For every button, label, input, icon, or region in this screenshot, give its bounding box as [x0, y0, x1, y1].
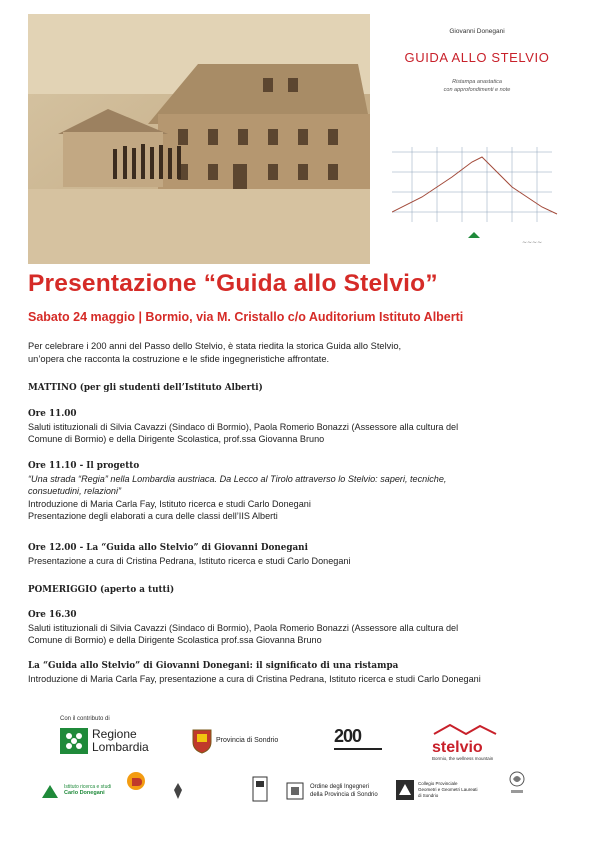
duecento-label: 200	[334, 726, 362, 746]
book-cover	[382, 14, 572, 264]
slot-line: Saluti istituzionali di Silvia Cavazzi (Sindaco di Bormio), Paola Romerio Bonazzi (Assessore alla cultura del	[28, 622, 459, 633]
societa-logo	[508, 770, 526, 801]
cover-subtitle	[382, 78, 572, 94]
istituto-label: Istituto ricerca e studi	[64, 784, 112, 790]
slot-time: Ore 11.00	[28, 409, 77, 419]
cover-subtitle-line1: Ristampa anastatica	[452, 79, 502, 85]
iis-alberti-logo	[172, 782, 184, 805]
stelvio-bormio-logo	[432, 722, 498, 761]
intro-line: un’opera che racconta la costruzione e le sfide ingegneristiche affrontate.	[28, 354, 330, 364]
lombardia-label: Lombardia	[92, 740, 149, 754]
afternoon-section-title	[28, 584, 573, 597]
slot-line: Comune di Bormio) e della Dirigente Scolastica, prof.ssa Giovanna Bruno	[28, 434, 325, 445]
slot-line: Comune di Bormio) e della Dirigente Scolastica prof.ssa Giovanna Bruno	[28, 635, 322, 646]
ordine-ingegneri-logo	[286, 782, 378, 805]
intro-line: Per celebrare i 200 anni del Passo dello Stelvio, è stata riedita la storica Guida allo Stelvio,	[28, 341, 402, 351]
page-title: Presentazione “Guida allo Stelvio”	[28, 270, 438, 297]
morning-section-title	[28, 382, 573, 395]
afternoon-slot-1	[28, 609, 573, 647]
stelvio-label: stelvio	[432, 739, 483, 756]
carlo-label: Carlo Donegani	[64, 790, 105, 796]
cover-title: GUIDA ALLO STELVIO	[404, 50, 550, 65]
slot-time: Ore 11.10 - Il progetto	[28, 461, 140, 471]
elevation-profile-drawing	[392, 142, 562, 257]
regione-lombardia-icon	[60, 728, 88, 754]
duecento-stelvio-logo	[334, 726, 382, 750]
small-badge-logo	[252, 776, 268, 807]
slot-line: Presentazione degli elaborati a cura delle classi dell’IIS Alberti	[28, 511, 278, 522]
slot-line: Introduzione di Maria Carla Fay, presentazione a cura di Cristina Pedrana, Istituto ricerca e studi Carlo Donegani	[28, 673, 481, 684]
morning-slot-2	[28, 460, 573, 523]
collegio-line2: Geometri e Geometri Laureati	[418, 787, 478, 792]
societa-icon	[508, 770, 526, 796]
bormio-school-logo	[125, 770, 147, 801]
slot-italic-line: consuetudini, relazioni”	[28, 486, 122, 497]
slot-italic-line: “Una strada “Regia” nella Lombardia austriaca. Da Lecco al Tirolo attraverso lo Stelvio: saperi, tecniche,	[28, 473, 447, 484]
afternoon-slot-2	[28, 660, 573, 685]
regione-label: Regione	[92, 727, 137, 741]
ordine-icon	[286, 782, 304, 800]
collegio-geometri-logo	[396, 780, 478, 805]
event-date-location: Sabato 24 maggio | Bormio, via M. Cristallo c/o Auditorium Istituto Alberti	[28, 310, 464, 324]
historic-photo	[28, 14, 370, 264]
cover-author: Giovanni Donegani	[449, 28, 505, 35]
morning-slot-1	[28, 408, 573, 446]
duecento-rule	[334, 748, 382, 750]
mountain-icon	[432, 723, 498, 735]
cover-subtitle-line2: con approfondimenti e note	[443, 87, 511, 93]
badge-icon	[252, 776, 268, 802]
slot-time: La “Guida allo Stelvio” di Giovanni Donegani: il significato di una ristampa	[28, 661, 399, 671]
coat-of-arms-icon	[192, 728, 212, 754]
intro-text	[28, 340, 568, 366]
sponsor-logos	[0, 712, 595, 812]
section-heading: MATTINO (per gli studenti dell’Istituto Alberti)	[28, 383, 263, 393]
contributo-label: Con il contributo di	[60, 716, 110, 722]
slot-time: Ore 12.00 - La “Guida allo Stelvio” di Giovanni Donegani	[28, 543, 308, 553]
morning-slot-3	[28, 542, 573, 567]
ordine-line1: Ordine degli Ingegneri	[310, 784, 370, 790]
provincia-sondrio-logo	[192, 728, 279, 759]
school-crest-icon	[125, 770, 147, 796]
regione-lombardia-logo	[60, 727, 149, 759]
collegio-line3: di Sondrio	[418, 793, 439, 798]
slot-line: Presentazione a cura di Cristina Pedrana, Istituto ricerca e studi Carlo Donegani	[28, 555, 351, 566]
provincia-label: Provincia di Sondrio	[216, 737, 279, 744]
slot-line: Introduzione di Maria Carla Fay, Istituto ricerca e studi Carlo Donegani	[28, 498, 311, 509]
alberti-icon	[172, 782, 184, 800]
ordine-line2: della Provincia di Sondrio	[310, 792, 378, 798]
svg-text:∼∼∼∼: ∼∼∼∼	[522, 239, 543, 246]
slot-time: Ore 16.30	[28, 610, 77, 620]
istituto-donegani-logo	[40, 782, 112, 805]
section-heading: POMERIGGIO (aperto a tutti)	[28, 585, 175, 595]
slot-line: Saluti istituzionali di Silvia Cavazzi (Sindaco di Bormio), Paola Romerio Bonazzi (Assessore alla cultura del	[28, 421, 459, 432]
collegio-icon	[396, 780, 414, 800]
istituto-icon	[40, 782, 60, 800]
collegio-line1: Collegio Provinciale	[418, 781, 458, 786]
stelvio-tagline: Bormio, the wellness mountain	[432, 756, 494, 761]
